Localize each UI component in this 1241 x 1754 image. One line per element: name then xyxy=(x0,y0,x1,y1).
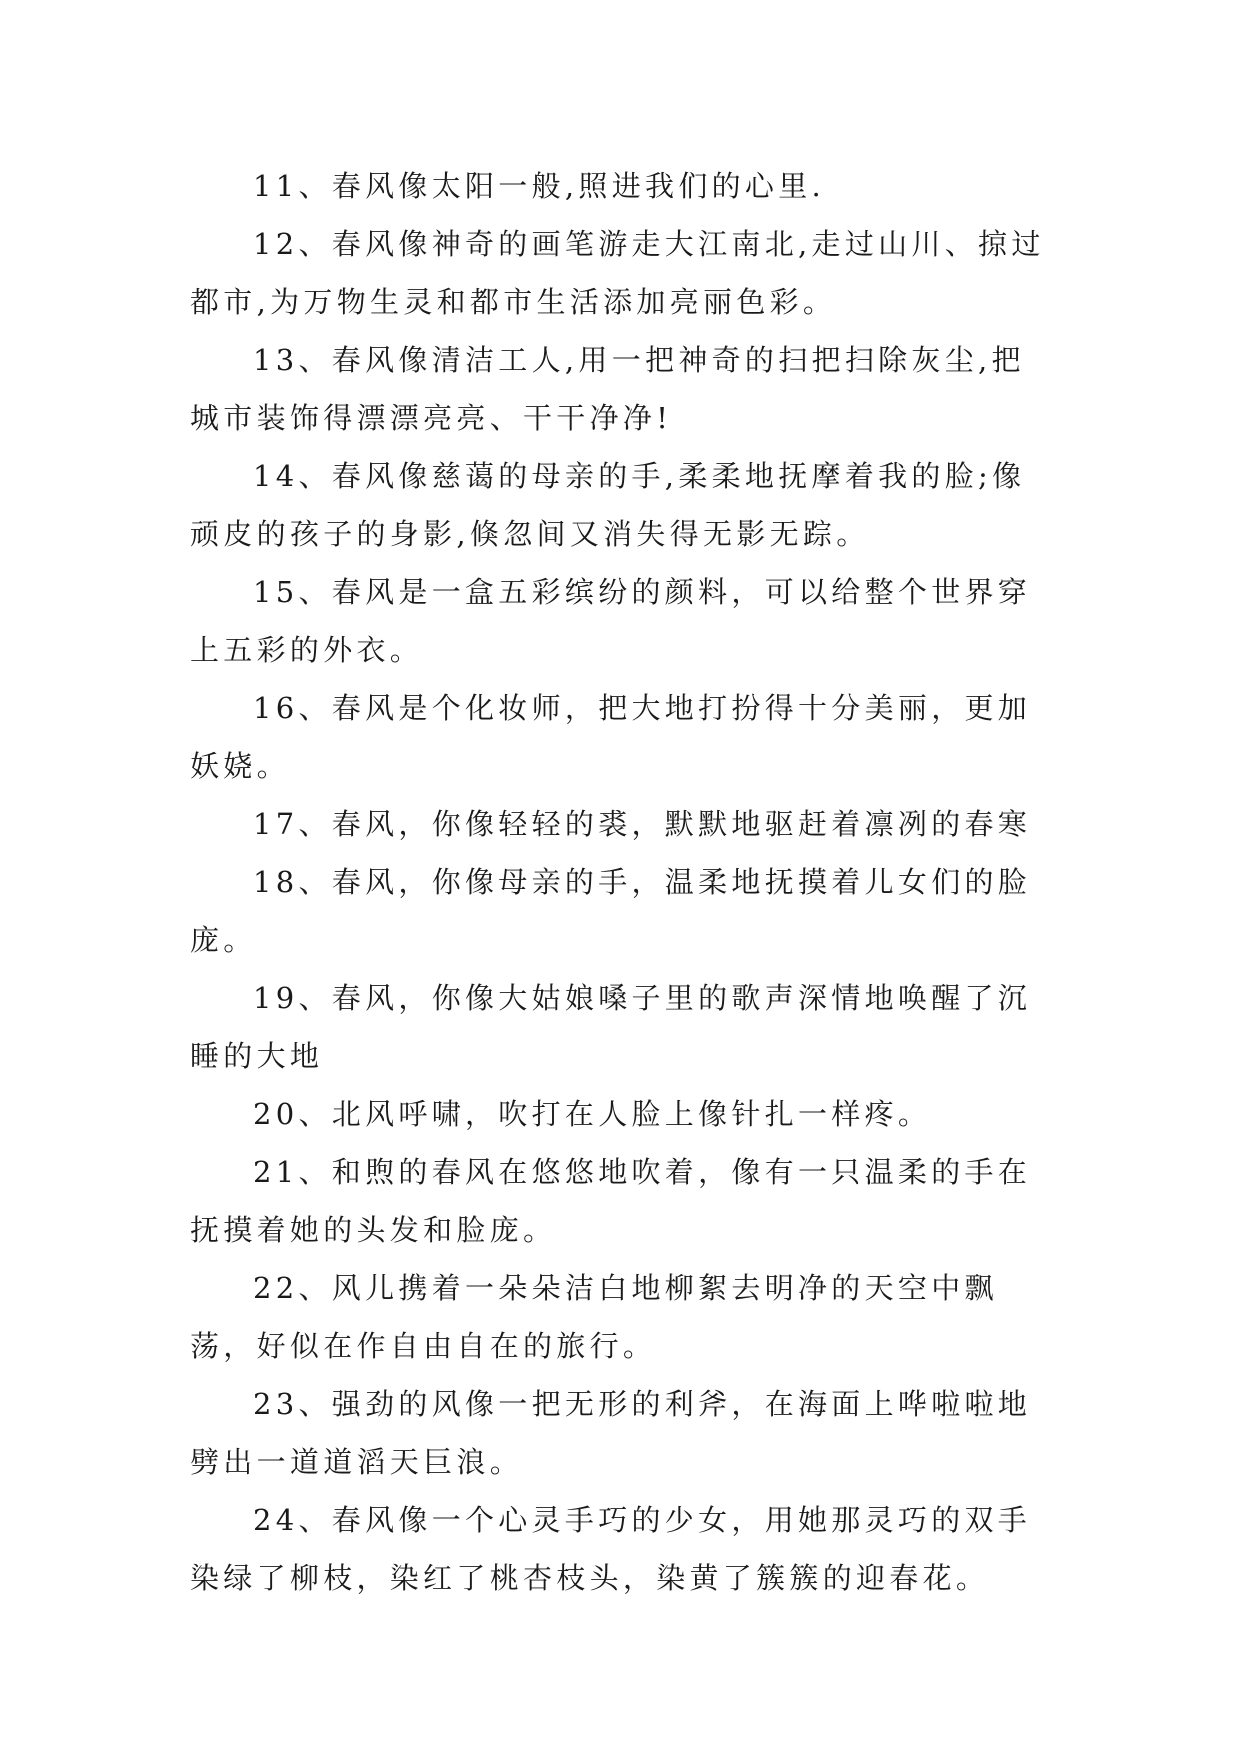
paragraph-17: 17、春风，你像轻轻的裘，默默地驱赶着凛冽的春寒 xyxy=(253,807,1032,841)
paragraph-21: 21、和煦的春风在悠悠地吹着，像有一只温柔的手在抚摸着她的头发和脸庞。 xyxy=(190,1155,1032,1247)
document-body xyxy=(190,157,1050,1607)
paragraph-24: 24、春风像一个心灵手巧的少女，用她那灵巧的双手染绿了柳枝，染红了桃杏枝头，染黄了簇簇的迎春花。 xyxy=(190,1503,1032,1595)
paragraph-11: 11、春风像太阳一般,照进我们的心里. xyxy=(253,169,826,203)
paragraph-19: 19、春风，你像大姑娘嗓子里的歌声深情地唤醒了沉睡的大地 xyxy=(190,981,1032,1073)
paragraph-15: 15、春风是一盒五彩缤纷的颜料，可以给整个世界穿上五彩的外衣。 xyxy=(190,575,1032,667)
paragraph-13: 13、春风像清洁工人,用一把神奇的扫把扫除灰尘,把城市装饰得漂漂亮亮、干干净净! xyxy=(190,343,1025,435)
paragraph-18: 18、春风，你像母亲的手，温柔地抚摸着儿女们的脸庞。 xyxy=(190,865,1032,957)
paragraph-23: 23、强劲的风像一把无形的利斧，在海面上哗啦啦地劈出一道道滔天巨浪。 xyxy=(190,1387,1032,1479)
paragraph-20: 20、北风呼啸，吹打在人脸上像针扎一样疼。 xyxy=(253,1097,932,1131)
paragraph-12: 12、春风像神奇的画笔游走大江南北,走过山川、掠过都市,为万物生灵和都市生活添加亮丽色彩。 xyxy=(190,227,1045,319)
paragraph-22: 22、风儿携着一朵朵洁白地柳絮去明净的天空中飘荡，好似在作自由自在的旅行。 xyxy=(190,1271,998,1363)
paragraph-16: 16、春风是个化妆师，把大地打扮得十分美丽，更加妖娆。 xyxy=(190,691,1032,783)
paragraph-14: 14、春风像慈蔼的母亲的手,柔柔地抚摩着我的脸;像顽皮的孩子的身影,倏忽间又消失得无影无踪。 xyxy=(190,459,1026,551)
